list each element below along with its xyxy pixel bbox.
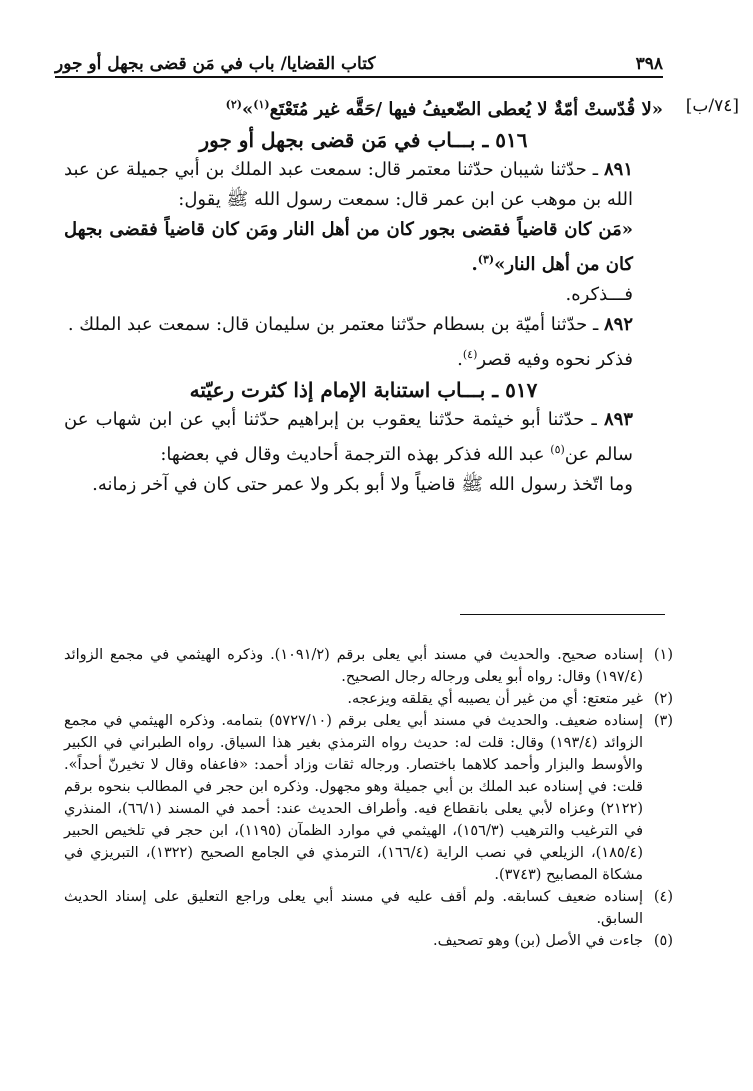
hadith-number-893: ٨٩٣ bbox=[603, 409, 633, 430]
hadith-892-isnad: ـ حدّثنا أميّة بن بسطام حدّثنا معتمر بن سليمان قال: سمعت عبد الملك . bbox=[67, 314, 599, 335]
hadith-number-891: ٨٩١ bbox=[603, 159, 633, 180]
footnote-ref-5[interactable]: (٥) bbox=[550, 443, 565, 456]
chapter-heading-516: ٥١٦ ـ بـــاب في مَن قضى بجهل أو جور bbox=[199, 128, 528, 152]
hadith-892 bbox=[64, 310, 663, 340]
running-title: كتاب القضايا/ باب في مَن قضى بجهل أو جور bbox=[55, 54, 376, 74]
footnote-item bbox=[64, 688, 673, 710]
footnote-text: جاءت في الأصل (بن) وهو تصحيف. bbox=[433, 933, 643, 949]
footnote-label: (٥) bbox=[653, 933, 673, 949]
chapter-heading-517: ٥١٧ ـ بـــاب استنابة الإمام إذا كثرت رعيّته bbox=[189, 378, 538, 402]
hadith-number-892: ٨٩٢ bbox=[603, 314, 633, 335]
footnote-label: (٤) bbox=[653, 889, 673, 905]
footnote-text: غير متعتع: أي من غير أن يصيبه أي يقلقه ويزعجه. bbox=[347, 691, 643, 707]
footnote-label: (١) bbox=[653, 647, 673, 663]
footnote-item bbox=[64, 644, 673, 688]
footnote-ref-4[interactable]: (٤) bbox=[462, 348, 478, 361]
page-header bbox=[55, 38, 663, 74]
hadith-893-matn: وما اتّخذ رسول الله ﷺ قاضياً ولا أبو بكر ولا عمر حتى كان في آخر زمانه. bbox=[92, 474, 633, 495]
footnote-separator bbox=[460, 614, 665, 615]
footnote-item bbox=[64, 886, 673, 930]
footnote-label: (٢) bbox=[653, 691, 673, 707]
dhakarahu-line: فـــذكره. bbox=[565, 284, 633, 305]
footnote-item bbox=[64, 930, 673, 952]
hadith-line-1: «لا قُدّستْ أمّةٌ لا يُعطى الضّعيفُ فيها /حَقَّه غير مُتَعْتَع$^{(١)}$»$^{(٢)}$ bbox=[225, 98, 663, 120]
footnote-text: إسناده ضعيف. والحديث في مسند أبي يعلى برقم (٥٧٢٧/١٠) بتمامه. وذكره الهيثمي في مجمع الزوائد (١٩٣/٤) وقال: قلت له: حديث رواه الترمذي بغير هذا السياق. رواه الطبراني في الكبير والأوسط والبزار وأحمد كلاهما باختصار. ورجاله ثقات وزاد أحمد: «فاعفاه وقال لا تخيرنّ أحداً». قلت: في إسناده عبد الملك بن أبي جميلة وهو مجهول. وذكره ابن حجر في المطالب بنحوه برقم (٢١٢٢) وعزاه لأبي يعلى بانقطاع فيه. وأطراف الحديث عند: أحمد في المسند (٦٦/١)، المنذري في الترغيب والترهيب (١٥٦/٣)، الهيثمي في موارد الظمآن (١١٩٥)، ابن حجر في تلخيص الحبير (١٨٥/٤)، الزيلعي في نصب الراية (١٦٦/٤)، الترمذي في الجامع الصحيح (١٣٢٢)، التبريزي في مشكاة المصابيح (٣٧٤٣). bbox=[64, 713, 644, 883]
hadith-892-tail: فذكر نحوه وفيه قصر$^{(٤)}$. bbox=[457, 348, 633, 370]
footnote-label: (٣) bbox=[653, 713, 673, 729]
hadith-891-isnad: ـ حدّثنا شيبان حدّثنا معتمر قال: سمعت عبد الملك بن أبي جميلة عن عبد الله بن موهب عن ابن عمر قال: سمعت رسول الله ﷺ يقول: bbox=[64, 159, 633, 210]
footnote-item bbox=[64, 710, 673, 886]
header-rule bbox=[55, 76, 663, 78]
main-text bbox=[64, 90, 663, 500]
footnote-ref-2[interactable]: (٢) bbox=[225, 98, 242, 111]
footnotes-section bbox=[64, 644, 673, 952]
page-number: ٣٩٨ bbox=[635, 54, 663, 74]
footnote-ref-3[interactable]: (٣) bbox=[477, 253, 495, 266]
margin-reference: [٧٤/ب] bbox=[685, 96, 739, 116]
footnote-text: إسناده ضعيف كسابقه. ولم أقف عليه في مسند أبي يعلى وراجع التعليق على إسناد الحديث السابق. bbox=[64, 889, 643, 927]
hadith-891-matn: «مَن كان قاضياً فقضى بجور كان من أهل النار ومَن كان قاضياً فقضى بجهل كان من أهل النار»$^{(٣)}$. bbox=[64, 219, 633, 275]
hadith-893: ٨٩٣ ـ حدّثنا أبو خيثمة حدّثنا يعقوب بن إبراهيم حدّثنا أبي عن ابن شهاب عن سالم عن$^{(٥)}$ عبد الله فذكر بهذه الترجمة أحاديث وقال في بعضها: bbox=[64, 409, 633, 465]
footnote-text: إسناده صحيح. والحديث في مسند أبي يعلى برقم (١٠٩١/٢). وذكره الهيثمي في مجمع الزوائد (١٩٧/٤) وقال: رواه أبو يعلى ورجاله رجال الصحيح. bbox=[64, 647, 643, 685]
footnote-ref-1[interactable]: (١) bbox=[253, 98, 270, 111]
hadith-891 bbox=[64, 155, 663, 215]
